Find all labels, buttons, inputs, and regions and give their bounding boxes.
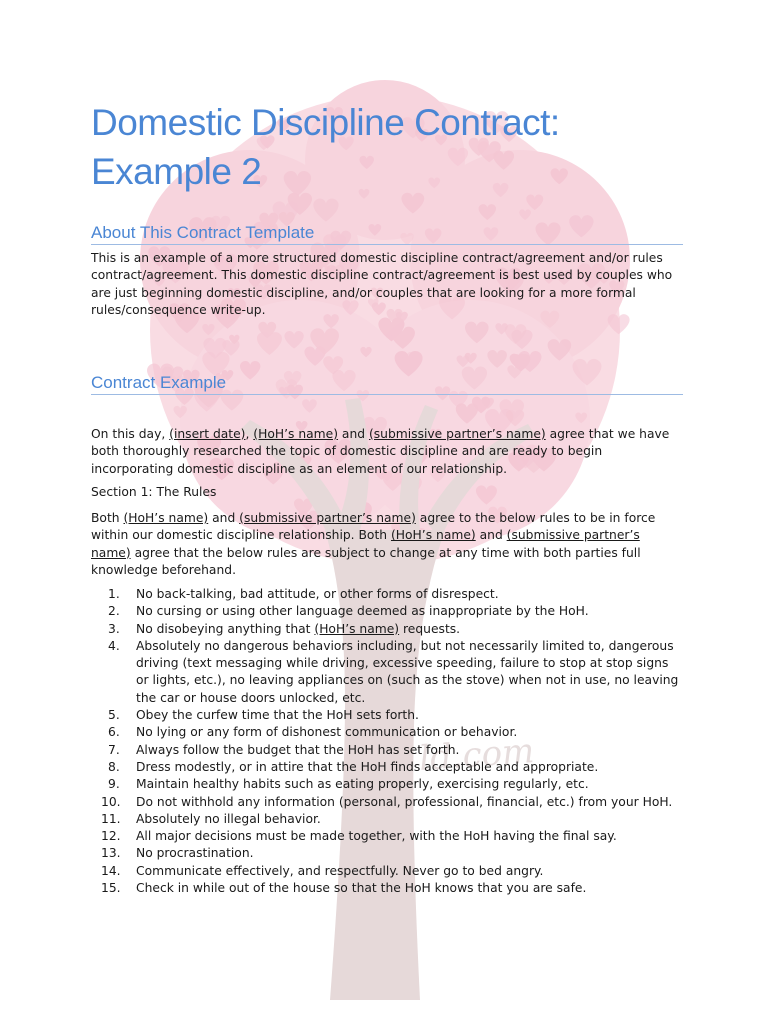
hoh-name-blank: (HoH’s name) xyxy=(390,528,476,543)
intro-text-2: , xyxy=(245,427,254,441)
rule-text: All major decisions must be made together, with the HoH having the final say. xyxy=(136,829,617,844)
intro-text-3: and xyxy=(338,427,369,441)
submissive-name-blank: (submissive partner’s name) xyxy=(368,427,546,441)
intro-paragraph xyxy=(91,426,683,478)
rule-number: 10. xyxy=(101,794,121,809)
rule-number: 8. xyxy=(108,759,120,774)
both-text-5: agree that the below rules are subject to change at any time with both parties full knowledge beforehand. xyxy=(91,545,641,577)
both-text-2: and xyxy=(208,511,240,525)
rule-text: Maintain healthy habits such as eating properly, exercising regularly, etc. xyxy=(136,777,589,792)
rule-text-post: requests. xyxy=(399,621,461,636)
hoh-name-blank: (HoH’s name) xyxy=(253,427,339,441)
contract-heading: Contract Example xyxy=(91,373,683,395)
rule-item xyxy=(91,776,683,793)
rule-number: 11. xyxy=(101,811,121,826)
rule-item xyxy=(91,603,683,620)
rule-text: No lying or any form of dishonest communication or behavior. xyxy=(136,725,518,740)
rule-item xyxy=(91,638,683,707)
rule-text: No cursing or using other language deemed as inappropriate by the HoH. xyxy=(136,604,589,619)
rule-text: Communicate effectively, and respectfully. Never go to bed angry. xyxy=(136,863,544,878)
rule-number: 5. xyxy=(108,708,120,723)
submissive-name-blank: (submissive partner’s name) xyxy=(239,511,416,525)
rule-text: No procrastination. xyxy=(136,846,254,861)
rule-number: 15. xyxy=(101,881,121,896)
intro-text-4: agree that we have both thoroughly researched the topic of domestic discipline and are ready to begin incorporating domestic discipline as an element of our relationship. xyxy=(91,427,670,476)
rule-number: 12. xyxy=(101,829,121,844)
title-line-2: Example 2 xyxy=(91,151,262,192)
rule-text: Absolutely no illegal behavior. xyxy=(136,811,321,826)
title-line-1: Domestic Discipline Contract: xyxy=(91,102,560,143)
hoh-name-blank: (HoH’s name) xyxy=(123,511,209,525)
rule-item xyxy=(91,811,683,828)
submissive-name-blank: (submissive partner’s name) xyxy=(91,528,640,560)
page-title xyxy=(91,98,683,196)
rule-number: 4. xyxy=(108,638,120,653)
rule-text: Always follow the budget that the HoH has set forth. xyxy=(136,742,460,757)
rule-number: 2. xyxy=(108,604,120,619)
rule-number: 7. xyxy=(108,742,120,757)
section-1-label: Section 1: The Rules xyxy=(91,485,217,499)
rules-list xyxy=(91,586,683,897)
rule-text: No back-talking, bad attitude, or other forms of disrespect. xyxy=(136,587,499,601)
rule-item xyxy=(91,863,683,880)
rule-text-pre: No disobeying anything that xyxy=(136,621,315,636)
both-text-3: agree to the below rules to be in force within our domestic discipline relationship. Both xyxy=(91,511,656,543)
rule-number: 9. xyxy=(108,777,120,792)
rule-text: Do not withhold any information (personal, professional, financial, etc.) from your HoH. xyxy=(136,794,673,809)
rule-number: 1. xyxy=(108,587,120,601)
rule-item xyxy=(91,794,683,811)
hoh-name-blank: (HoH’s name) xyxy=(314,621,400,636)
rule-item xyxy=(91,707,683,724)
rule-item xyxy=(91,742,683,759)
intro-text-1: On this day, xyxy=(91,427,170,441)
rule-item xyxy=(91,759,683,776)
rule-item xyxy=(91,880,683,897)
rule-text: Absolutely no dangerous behaviors including, but not necessarily limited to, dangerous driving (text messaging while driving, excessive speeding, failure to stop at stop signs or lights, etc.), no leaving appliances on (such as the stove) when not in use, no leaving the car or house doors unlocked, etc. xyxy=(136,638,679,705)
both-text-1: Both xyxy=(91,511,124,525)
rule-number: 14. xyxy=(101,863,121,878)
about-heading: About This Contract Template xyxy=(91,223,683,245)
rule-item xyxy=(91,621,683,638)
rule-item xyxy=(91,828,683,845)
rule-item xyxy=(91,724,683,741)
both-text-4: and xyxy=(475,528,507,543)
rules-agreement-paragraph xyxy=(91,510,683,579)
rule-number: 6. xyxy=(108,725,120,740)
rule-text: Obey the curfew time that the HoH sets forth. xyxy=(136,708,419,723)
watermark-text: ld.com xyxy=(417,731,536,779)
insert-date-blank: (insert date) xyxy=(169,427,246,441)
rule-number: 3. xyxy=(108,621,120,636)
rule-text: Dress modestly, or in attire that the HoH finds acceptable and appropriate. xyxy=(136,759,599,774)
rule-text: Check in while out of the house so that the HoH knows that you are safe. xyxy=(136,881,587,896)
about-paragraph: This is an example of a more structured domestic discipline contract/agreement and/or rules contract/agreement. This domestic discipline contract/agreement is best used by couples who are just beginning domestic discipline, and/or couples that are looking for a more formal rules/consequence write-up. xyxy=(91,251,673,317)
rule-number: 13. xyxy=(101,846,121,861)
rule-item xyxy=(91,845,683,862)
rule-item xyxy=(91,586,683,603)
